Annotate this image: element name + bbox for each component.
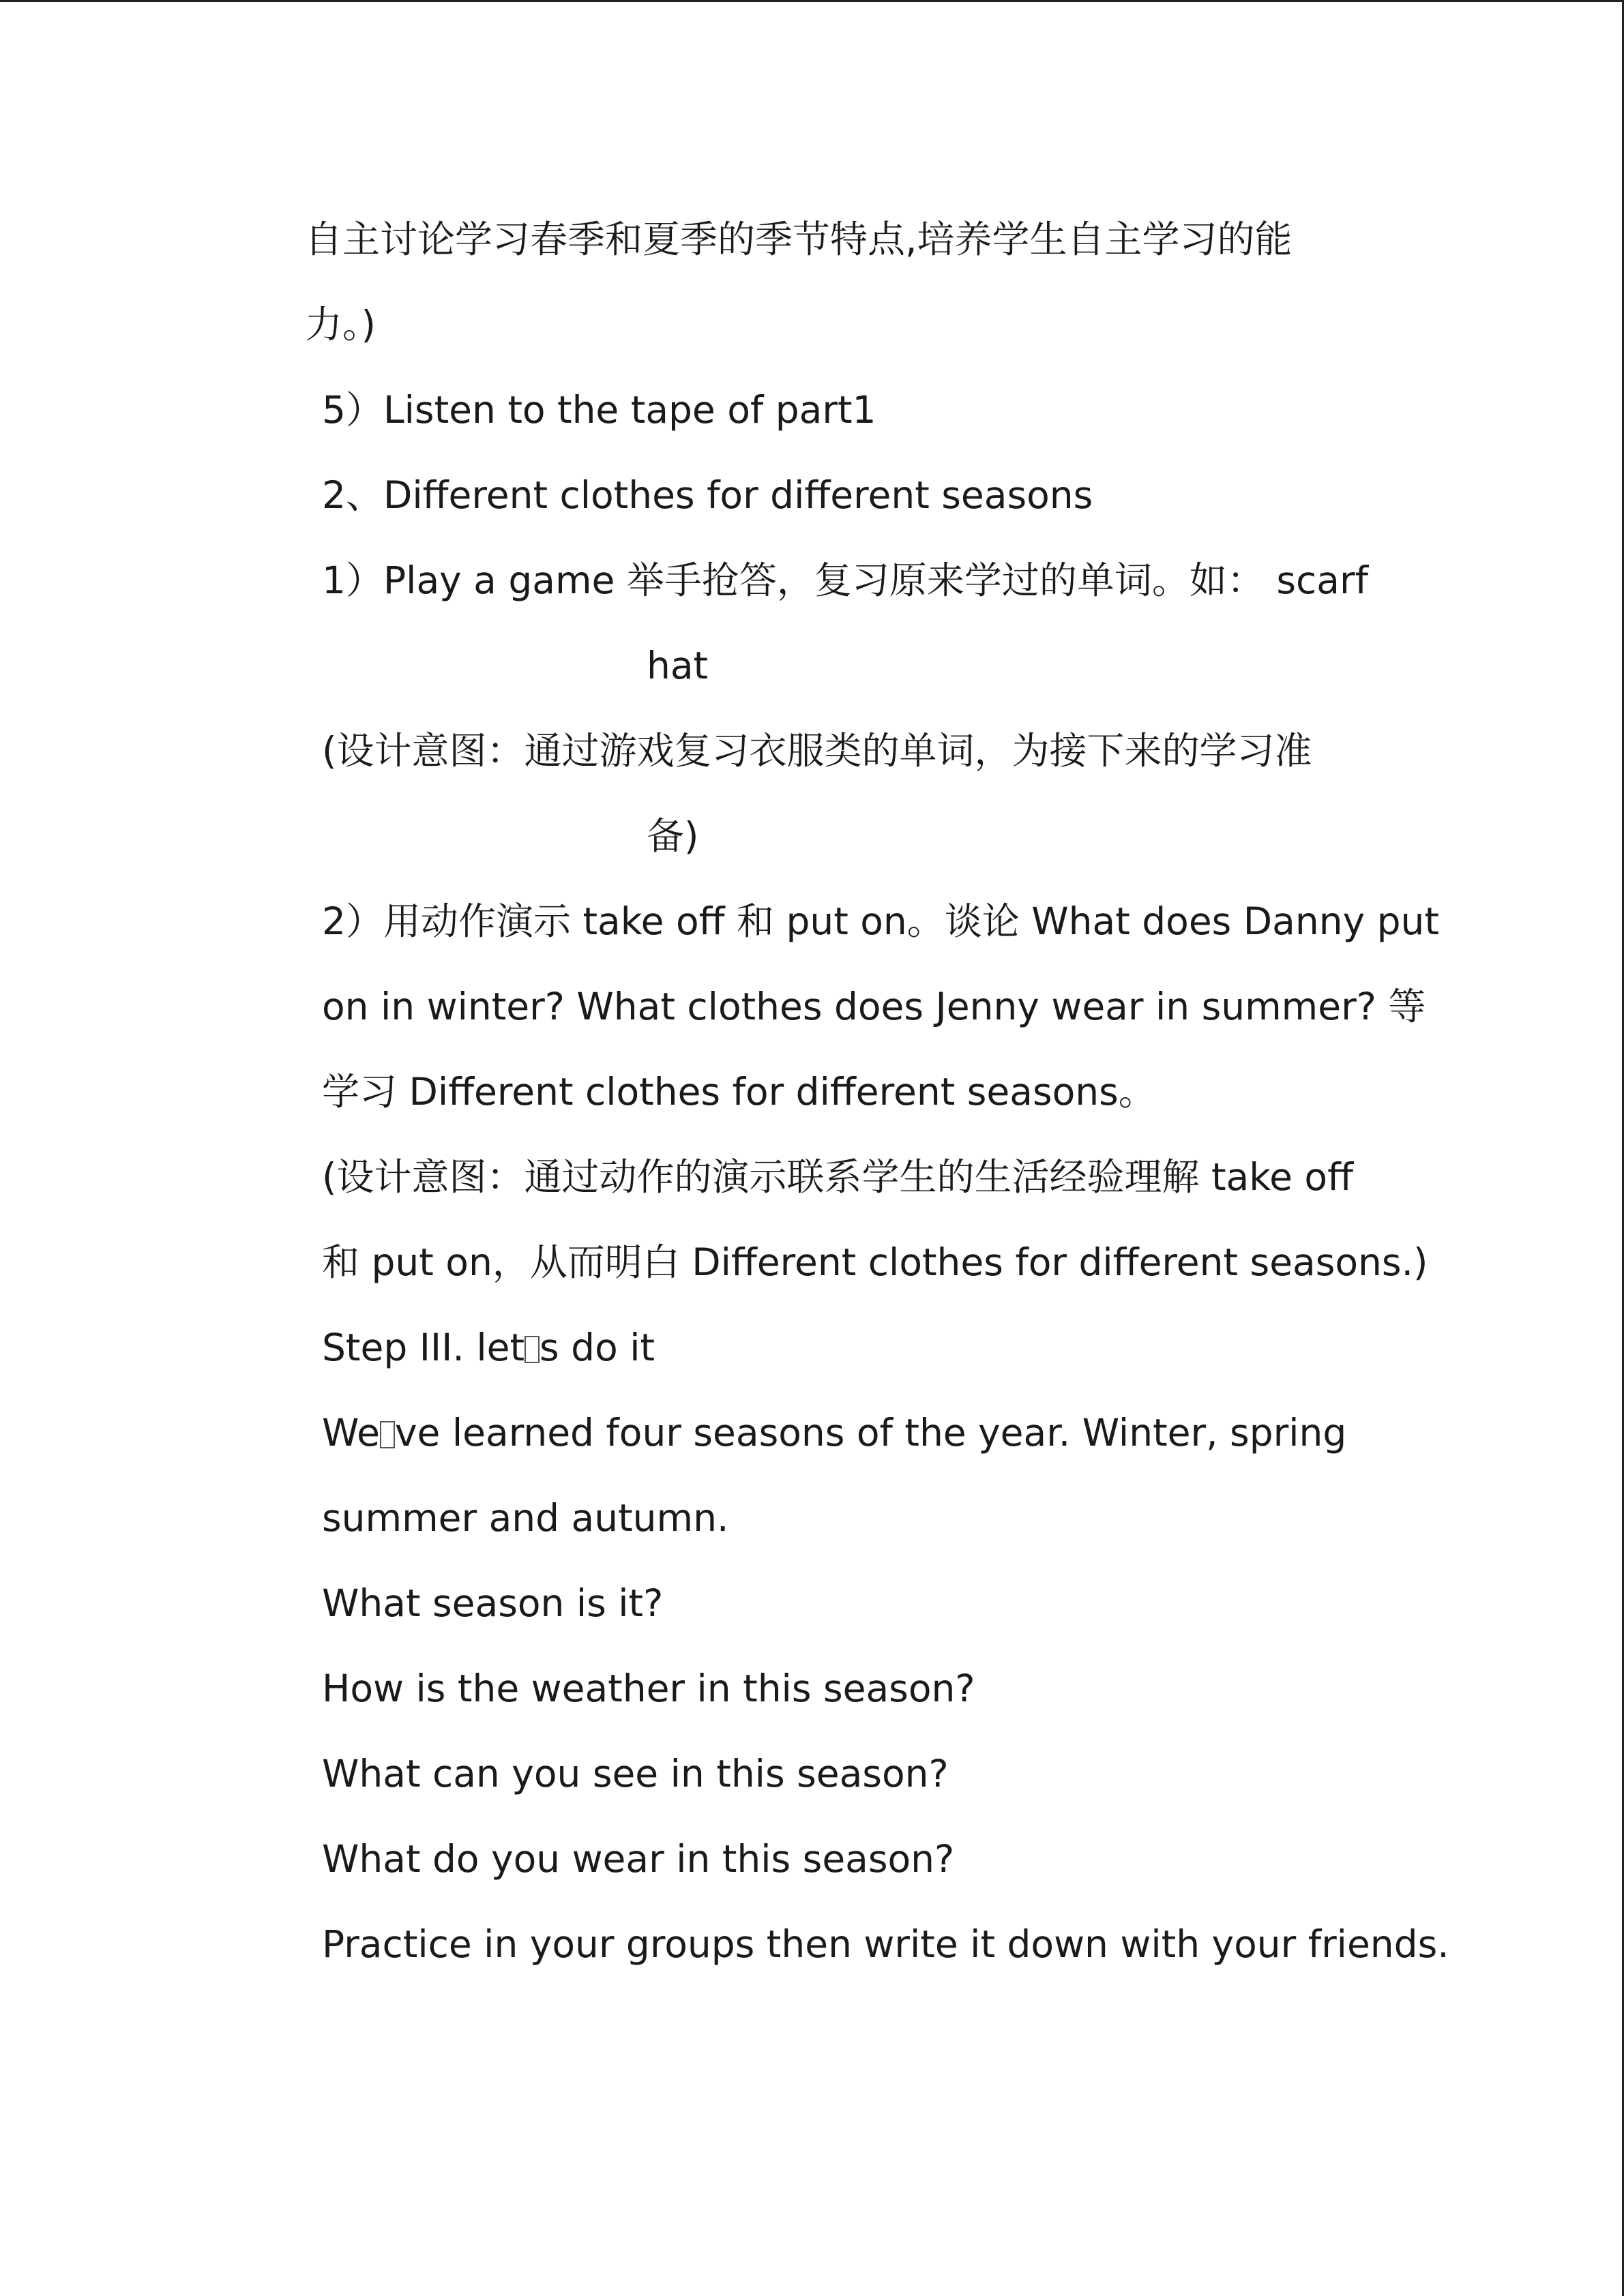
missing-glyph-box bbox=[380, 1421, 395, 1448]
section-heading: 2、Different clothes for different seasons bbox=[322, 473, 1093, 517]
vocabulary-word: hat bbox=[647, 644, 709, 687]
paragraph-text-part: ve learned four seasons of the year. Winter, spring bbox=[395, 1411, 1347, 1455]
paragraph-text-part: We bbox=[322, 1411, 380, 1455]
instruction-line: Practice in your groups then write it down with your friends. bbox=[322, 1922, 1449, 1966]
design-note: 备) bbox=[647, 814, 699, 858]
heading-text-part: s do it bbox=[540, 1326, 655, 1369]
paragraph-line bbox=[322, 1409, 1346, 1457]
paragraph-line: 学习 Different clothes for different seasons。 bbox=[322, 1070, 1156, 1114]
design-note: 和 put on，从而明白 Different clothes for different seasons.) bbox=[322, 1240, 1428, 1284]
question-line: What do you wear in this season? bbox=[322, 1837, 955, 1881]
step-item: 1）Play a game 举手抢答，复习原来学过的单词。如： scarf bbox=[322, 558, 1368, 602]
step-item: 2）用动作演示 take off 和 put on。谈论 What does Danny put bbox=[322, 899, 1439, 943]
paragraph-line: on in winter? What clothes does Jenny wear in summer? 等 bbox=[322, 985, 1426, 1028]
step-item: 5）Listen to the tape of part1 bbox=[322, 388, 876, 432]
question-line: How is the weather in this season? bbox=[322, 1667, 975, 1710]
section-heading bbox=[322, 1324, 655, 1371]
design-note: (设计意图：通过游戏复习衣服类的单词，为接下来的学习准 bbox=[322, 729, 1312, 773]
question-line: What can you see in this season? bbox=[322, 1752, 949, 1795]
missing-glyph-box bbox=[525, 1336, 540, 1363]
design-note: (设计意图：通过动作的演示联系学生的生活经验理解 take off bbox=[322, 1155, 1353, 1199]
heading-text-part: Step III. let bbox=[322, 1326, 525, 1369]
paragraph-line: 自主讨论学习春季和夏季的季节特点,培养学生自主学习的能 bbox=[305, 218, 1293, 261]
question-line: What season is it? bbox=[322, 1581, 664, 1625]
paragraph-line: summer and autumn. bbox=[322, 1496, 729, 1540]
paragraph-line: 力。) bbox=[305, 303, 376, 346]
